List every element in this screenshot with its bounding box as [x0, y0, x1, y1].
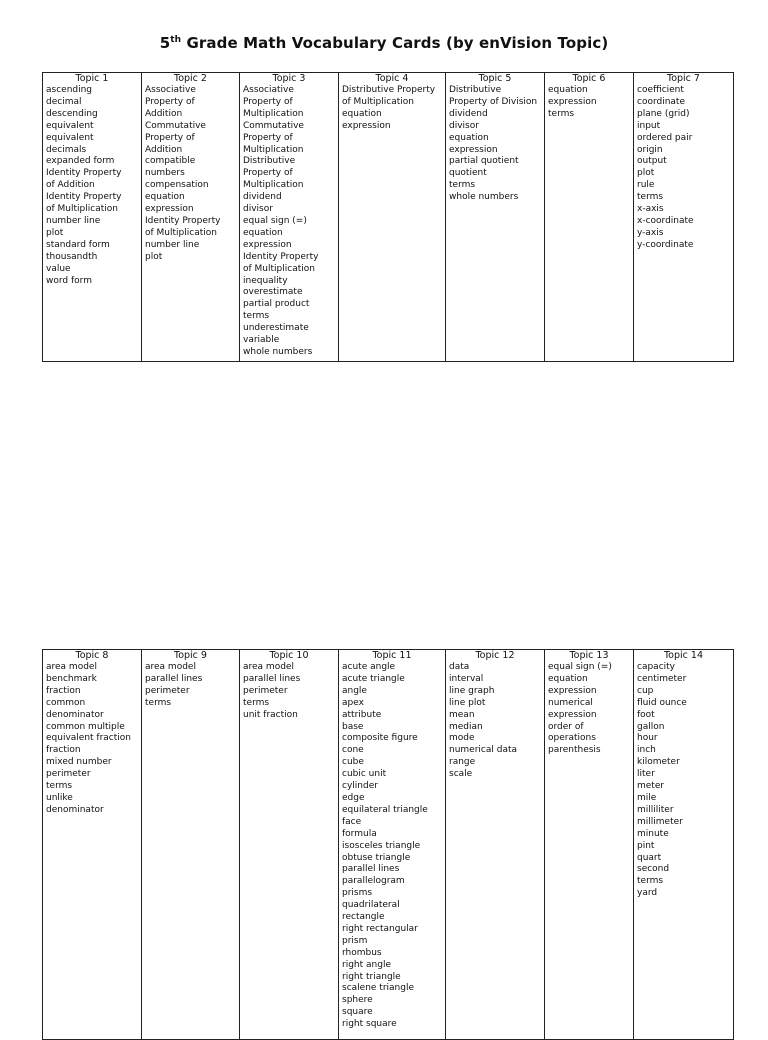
vocabulary-table-topics-8-14	[42, 649, 734, 1040]
topic-term-list	[240, 662, 339, 1040]
vocabulary-term: ascending	[46, 85, 93, 95]
vocabulary-term: overestimate	[243, 287, 303, 298]
topic-term-list	[545, 662, 634, 1040]
topic-header: Topic 6	[545, 73, 634, 86]
vocabulary-term: expression	[449, 144, 498, 155]
vocabulary-term: Multiplication	[243, 108, 304, 119]
vocabulary-term: parallel lines	[243, 673, 301, 684]
vocabulary-term: of Multiplication	[243, 263, 315, 274]
page-title	[0, 34, 768, 52]
vocabulary-term: x-axis	[637, 204, 664, 215]
vocabulary-term: divisor	[243, 204, 273, 215]
vocabulary-term: Commutative	[145, 120, 206, 131]
vocabulary-term: apex	[342, 697, 364, 708]
title-ordinal: th	[170, 35, 182, 45]
vocabulary-term: liter	[637, 769, 655, 780]
vocabulary-term: acute triangle	[342, 673, 405, 684]
vocabulary-term: cup	[637, 685, 654, 696]
vocabulary-term: compatible	[145, 156, 196, 167]
vocabulary-term: mixed number	[46, 757, 112, 768]
vocabulary-term: yard	[637, 888, 658, 899]
vocabulary-term: unlike	[46, 792, 73, 803]
table-header-row	[43, 73, 734, 86]
vocabulary-term: terms	[637, 192, 664, 203]
vocabulary-term: decimal	[46, 96, 82, 107]
vocabulary-term: partial product	[243, 299, 310, 310]
topic-header: Topic 2	[142, 73, 240, 86]
vocabulary-term: kilometer	[637, 757, 680, 768]
vocabulary-term: terms	[145, 697, 172, 708]
vocabulary-term: of Multiplication	[46, 204, 118, 215]
topic-header: Topic 11	[339, 650, 446, 663]
vocabulary-term: whole numbers	[243, 346, 313, 357]
topic-term-list	[240, 85, 339, 361]
topic-term-list	[446, 662, 545, 1040]
vocabulary-term: Associative	[145, 85, 196, 95]
vocabulary-term: mode	[449, 733, 475, 744]
vocabulary-term: sphere	[342, 995, 373, 1006]
vocabulary-term: Identity Property	[145, 215, 221, 226]
vocabulary-term: range	[449, 757, 476, 768]
vocabulary-term: data	[449, 662, 470, 672]
vocabulary-term: terms	[243, 311, 270, 322]
vocabulary-term: output	[637, 156, 667, 167]
topic-header: Topic 8	[43, 650, 142, 663]
table-terms-row	[43, 85, 734, 361]
vocabulary-term: denominator	[46, 709, 104, 720]
vocabulary-term: value	[46, 263, 71, 274]
vocabulary-term: Property of	[243, 96, 293, 107]
vocabulary-term: expression	[548, 709, 597, 720]
vocabulary-term: equivalent	[46, 120, 94, 131]
vocabulary-term: perimeter	[243, 685, 288, 696]
vocabulary-term: of Multiplication	[145, 227, 217, 238]
topic-header: Topic 3	[240, 73, 339, 86]
topic-term-list	[634, 85, 734, 361]
vocabulary-term: quadrilateral	[342, 900, 400, 911]
topic-term-list	[43, 85, 142, 361]
vocabulary-term: fluid ounce	[637, 697, 687, 708]
vocabulary-term: square	[342, 1007, 373, 1018]
vocabulary-term: benchmark	[46, 673, 97, 684]
vocabulary-term: descending	[46, 108, 98, 119]
vocabulary-term: Property of Division	[449, 96, 538, 107]
vocabulary-term: Property of	[243, 132, 293, 143]
vocabulary-term: fraction	[46, 745, 81, 756]
topic-term-list	[43, 662, 142, 1040]
vocabulary-term: perimeter	[145, 685, 190, 696]
vocabulary-term: x-coordinate	[637, 215, 694, 226]
vocabulary-term: attribute	[342, 709, 382, 720]
vocabulary-term: equivalent	[46, 132, 94, 143]
topic-term-list	[339, 85, 446, 361]
vocabulary-term: equal sign (=)	[243, 215, 307, 226]
vocabulary-term: area model	[145, 662, 196, 672]
topic-header: Topic 1	[43, 73, 142, 86]
vocabulary-term: prisms	[342, 888, 373, 899]
vocabulary-term: Distributive Property	[342, 85, 436, 95]
vocabulary-term: number line	[46, 215, 101, 226]
vocabulary-term: variable	[243, 335, 280, 346]
vocabulary-term: input	[637, 120, 661, 131]
vocabulary-term: line plot	[449, 697, 486, 708]
vocabulary-term: plot	[145, 251, 163, 262]
vocabulary-term: right rectangular	[342, 923, 418, 934]
vocabulary-term: obtuse triangle	[342, 852, 411, 863]
vocabulary-term: centimeter	[637, 673, 687, 684]
vocabulary-term: expression	[145, 204, 194, 215]
vocabulary-term: gallon	[637, 721, 665, 732]
vocabulary-term: equation	[243, 227, 283, 238]
vocabulary-term: hour	[637, 733, 658, 744]
vocabulary-term: dividend	[243, 192, 282, 203]
vocabulary-term: mean	[449, 709, 475, 720]
vocabulary-term: rhombus	[342, 947, 382, 958]
vocabulary-term: terms	[449, 180, 476, 191]
vocabulary-term: plot	[637, 168, 655, 179]
vocabulary-term: meter	[637, 781, 665, 792]
vocabulary-term: equation	[342, 108, 382, 119]
vocabulary-term: numbers	[145, 168, 185, 179]
topic-header: Topic 14	[634, 650, 734, 663]
vocabulary-term: rule	[637, 180, 655, 191]
vocabulary-term: scalene triangle	[342, 983, 414, 994]
topic-term-list	[142, 85, 240, 361]
vocabulary-term: edge	[342, 792, 365, 803]
vocabulary-term: parallelogram	[342, 876, 405, 887]
vocabulary-term: Identity Property	[243, 251, 319, 262]
vocabulary-term: cylinder	[342, 781, 378, 792]
vocabulary-term: milliliter	[637, 804, 674, 815]
vocabulary-term: order of	[548, 721, 584, 732]
title-text: Grade Math Vocabulary Cards (by enVision Topic)	[181, 34, 609, 52]
vocabulary-term: Distributive	[243, 156, 296, 167]
topic-term-list	[446, 85, 545, 361]
vocabulary-term: Property of	[145, 96, 195, 107]
topic-header: Topic 13	[545, 650, 634, 663]
vocabulary-term: equation	[548, 673, 588, 684]
vocabulary-term: terms	[548, 108, 575, 119]
vocabulary-term: Property of	[243, 168, 293, 179]
vocabulary-term: equation	[449, 132, 489, 143]
vocabulary-term: equation	[548, 85, 588, 95]
vocabulary-term: cone	[342, 745, 364, 756]
vocabulary-term: Addition	[145, 108, 183, 119]
vocabulary-term: expanded form	[46, 156, 115, 167]
vocabulary-term: perimeter	[46, 769, 91, 780]
vocabulary-term: angle	[342, 685, 367, 696]
vocabulary-term: minute	[637, 828, 669, 839]
vocabulary-term: mile	[637, 792, 657, 803]
table-terms-row	[43, 662, 734, 1040]
topic-term-list	[339, 662, 446, 1040]
vocabulary-term: quart	[637, 852, 662, 863]
vocabulary-term: Identity Property	[46, 192, 122, 203]
vocabulary-term: y-axis	[637, 227, 664, 238]
topic-term-list	[142, 662, 240, 1040]
vocabulary-term: Distributive	[449, 85, 502, 95]
topic-header: Topic 12	[446, 650, 545, 663]
vocabulary-term: Addition	[145, 144, 183, 155]
vocabulary-term: of Addition	[46, 180, 95, 191]
vocabulary-term: Multiplication	[243, 144, 304, 155]
vocabulary-term: Multiplication	[243, 180, 304, 191]
vocabulary-term: y-coordinate	[637, 239, 694, 250]
vocabulary-term: composite figure	[342, 733, 418, 744]
vocabulary-term: scale	[449, 769, 473, 780]
vocabulary-term: of Multiplication	[342, 96, 414, 107]
vocabulary-term: interval	[449, 673, 484, 684]
vocabulary-term: common multiple	[46, 721, 125, 732]
vocabulary-term: coordinate	[637, 96, 686, 107]
vocabulary-term: inch	[637, 745, 656, 756]
vocabulary-term: denominator	[46, 804, 104, 815]
vocabulary-term: pint	[637, 840, 655, 851]
table-header-row	[43, 650, 734, 663]
vocabulary-term: line graph	[449, 685, 495, 696]
vocabulary-term: right square	[342, 1019, 397, 1030]
vocabulary-term: plot	[46, 227, 64, 238]
vocabulary-term: Property of	[145, 132, 195, 143]
vocabulary-term: expression	[342, 120, 391, 131]
vocabulary-term: compensation	[145, 180, 209, 191]
vocabulary-term: coefficient	[637, 85, 684, 95]
vocabulary-term: base	[342, 721, 364, 732]
vocabulary-term: expression	[548, 685, 597, 696]
vocabulary-term: word form	[46, 275, 92, 286]
vocabulary-term: partial quotient	[449, 156, 519, 167]
vocabulary-term: second	[637, 864, 670, 875]
vocabulary-term: equilateral triangle	[342, 804, 428, 815]
vocabulary-term: common	[46, 697, 86, 708]
vocabulary-term: terms	[46, 781, 73, 792]
vocabulary-term: area model	[46, 662, 97, 672]
vocabulary-term: whole numbers	[449, 192, 519, 203]
vocabulary-term: unit fraction	[243, 709, 298, 720]
vocabulary-term: expression	[243, 239, 292, 250]
vocabulary-term: number line	[145, 239, 200, 250]
vocabulary-term: isosceles triangle	[342, 840, 421, 851]
vocabulary-term: operations	[548, 733, 596, 744]
vocabulary-term: expression	[548, 96, 597, 107]
topic-header: Topic 4	[339, 73, 446, 86]
vocabulary-term: terms	[637, 876, 664, 887]
vocabulary-term: parallel lines	[145, 673, 203, 684]
vocabulary-term: foot	[637, 709, 655, 720]
vocabulary-term: underestimate	[243, 323, 309, 334]
vocabulary-term: numerical	[548, 697, 593, 708]
vocabulary-term: parallel lines	[342, 864, 400, 875]
vocabulary-term: area model	[243, 662, 294, 672]
vocabulary-term: Commutative	[243, 120, 304, 131]
vocabulary-term: Associative	[243, 85, 294, 95]
vocabulary-term: ordered pair	[637, 132, 693, 143]
vocabulary-term: acute angle	[342, 662, 396, 672]
vocabulary-term: standard form	[46, 239, 110, 250]
vocabulary-term: decimals	[46, 144, 87, 155]
vocabulary-term: median	[449, 721, 483, 732]
vocabulary-term: cubic unit	[342, 769, 387, 780]
vocabulary-term: cube	[342, 757, 364, 768]
vocabulary-term: formula	[342, 828, 377, 839]
vocabulary-term: quotient	[449, 168, 487, 179]
vocabulary-term: terms	[243, 697, 270, 708]
vocabulary-term: rectangle	[342, 912, 385, 923]
title-grade: 5	[159, 34, 171, 52]
vocabulary-term: equivalent fraction	[46, 733, 131, 744]
topic-header: Topic 7	[634, 73, 734, 86]
vocabulary-term: origin	[637, 144, 663, 155]
topic-term-list	[634, 662, 734, 1040]
topic-header: Topic 9	[142, 650, 240, 663]
vocabulary-term: inequality	[243, 275, 288, 286]
vocabulary-term: capacity	[637, 662, 675, 672]
vocabulary-term: face	[342, 816, 362, 827]
topic-header: Topic 10	[240, 650, 339, 663]
vocabulary-term: right angle	[342, 959, 391, 970]
vocabulary-term: millimeter	[637, 816, 683, 827]
vocabulary-term: plane (grid)	[637, 108, 690, 119]
topic-term-list	[545, 85, 634, 361]
vocabulary-term: right triangle	[342, 971, 401, 982]
topic-header: Topic 5	[446, 73, 545, 86]
vocabulary-term: fraction	[46, 685, 81, 696]
vocabulary-term: equal sign (=)	[548, 662, 612, 672]
vocabulary-term: thousandth	[46, 251, 98, 262]
vocabulary-term: equation	[145, 192, 185, 203]
vocabulary-term: prism	[342, 935, 368, 946]
vocabulary-term: divisor	[449, 120, 479, 131]
vocabulary-term: numerical data	[449, 745, 518, 756]
vocabulary-term: dividend	[449, 108, 488, 119]
vocabulary-term: Identity Property	[46, 168, 122, 179]
vocabulary-term: parenthesis	[548, 745, 601, 756]
vocabulary-table-topics-1-7	[42, 72, 734, 362]
